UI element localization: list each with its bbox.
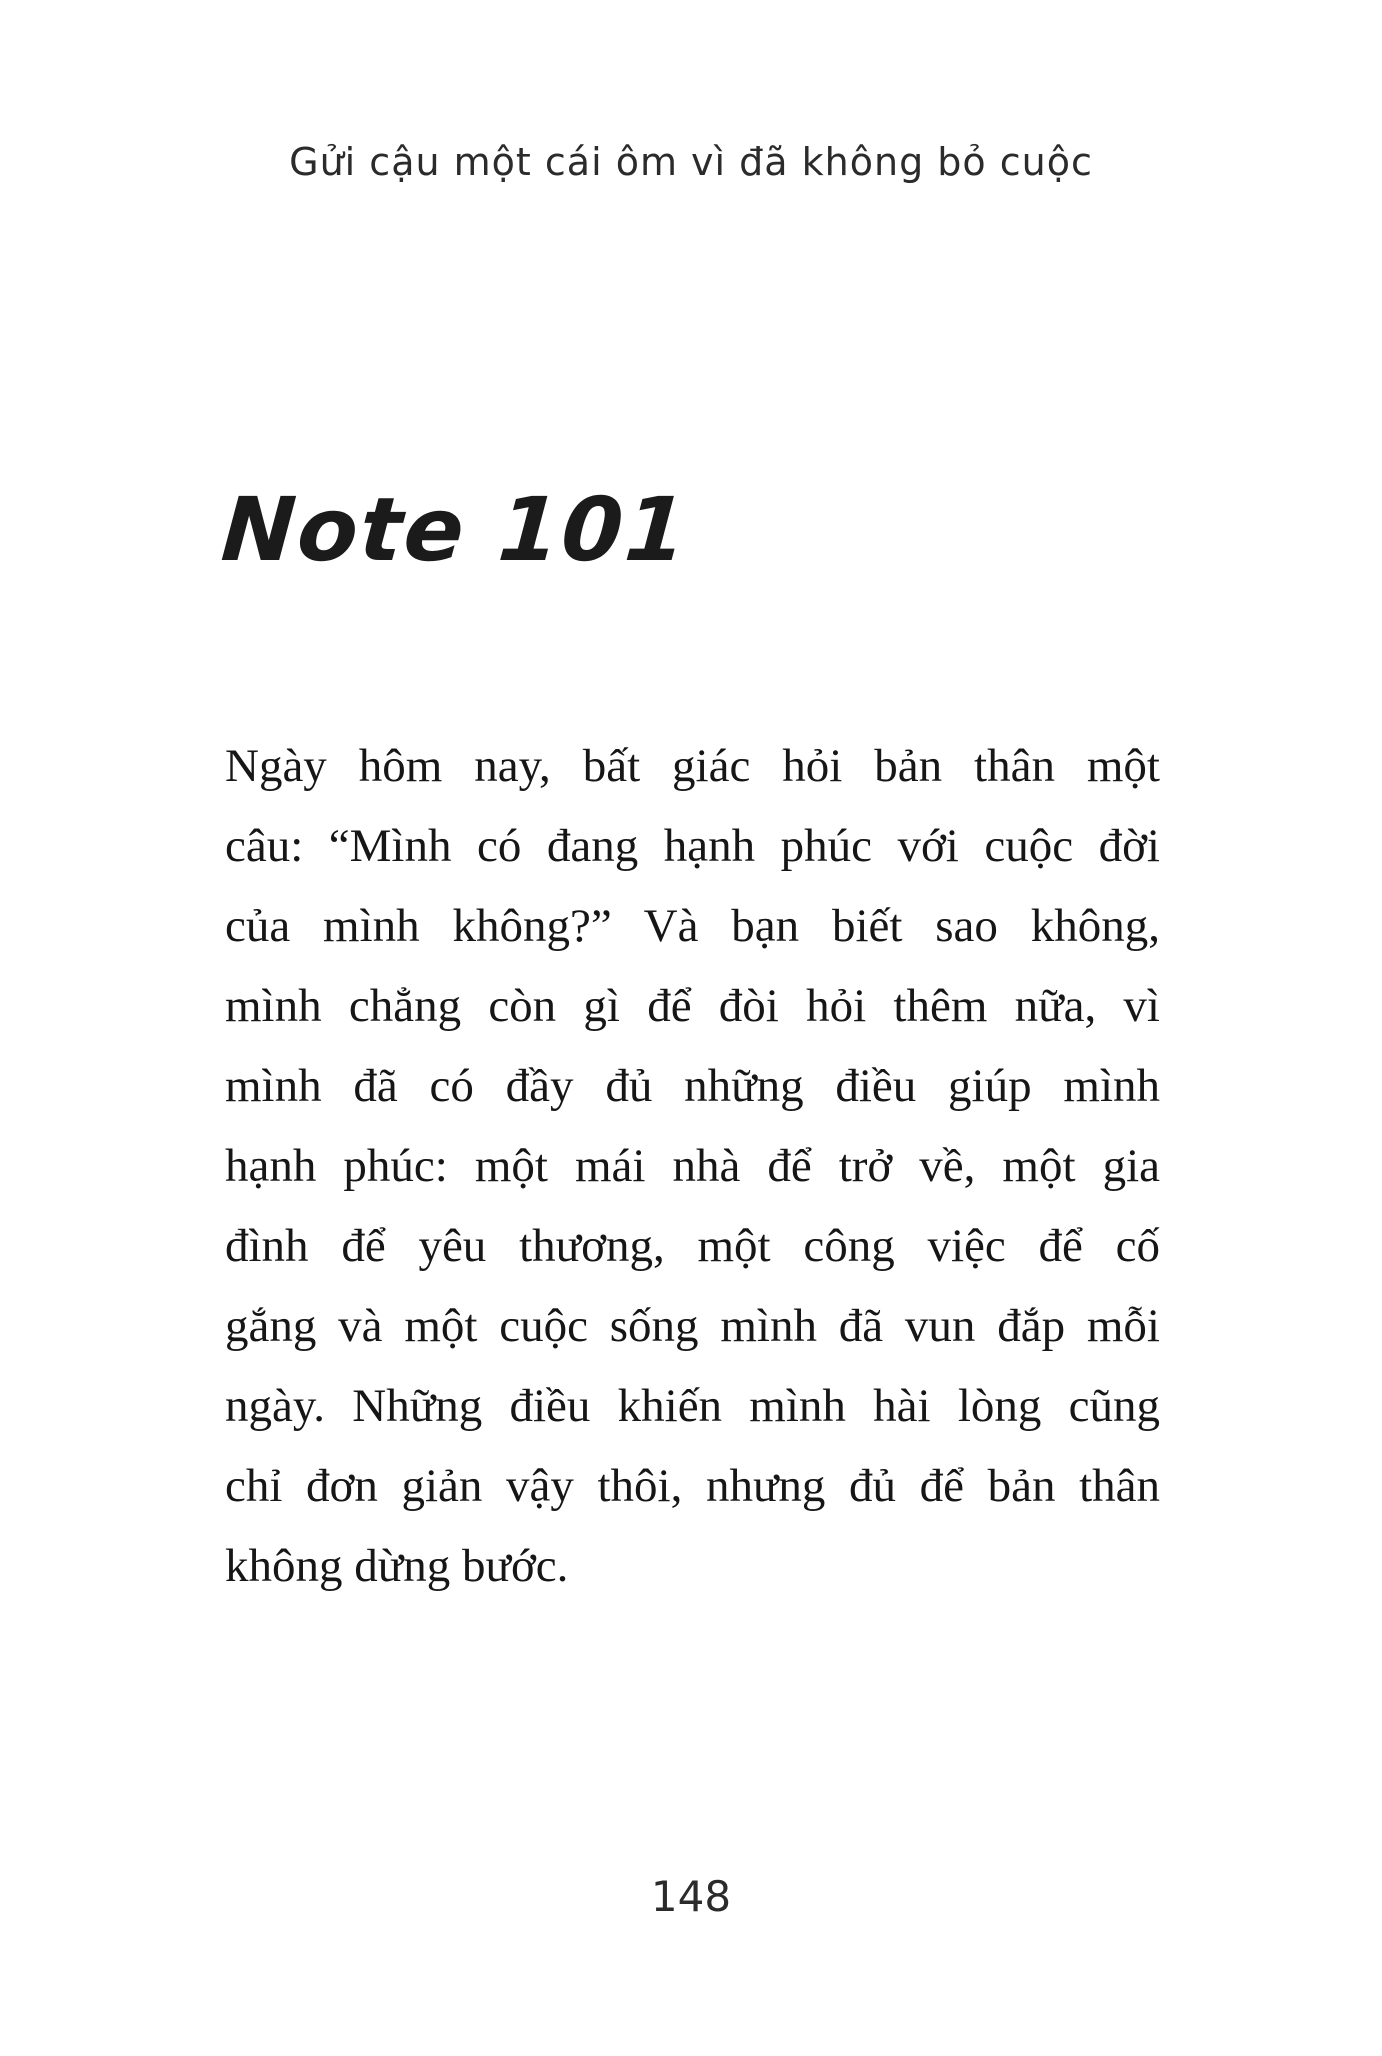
- body-line: hạnh phúc: một mái nhà để trở về, một gia: [225, 1140, 1160, 1192]
- body-paragraph: [225, 726, 1160, 1606]
- body-line: mình đã có đầy đủ những điều giúp mình: [225, 1060, 1160, 1112]
- body-line: Ngày hôm nay, bất giác hỏi bản thân một: [225, 740, 1160, 792]
- body-line: ngày. Những điều khiến mình hài lòng cũng: [225, 1380, 1160, 1432]
- body-line: mình chẳng còn gì để đòi hỏi thêm nữa, vì: [225, 980, 1160, 1032]
- running-header: Gửi cậu một cái ôm vì đã không bỏ cuộc: [289, 140, 1093, 184]
- note-title: Note 101: [218, 478, 692, 581]
- body-line: câu: “Mình có đang hạnh phúc với cuộc đời: [225, 820, 1160, 872]
- body-line: của mình không?” Và bạn biết sao không,: [225, 900, 1160, 952]
- body-line: chỉ đơn giản vậy thôi, nhưng đủ để bản thân: [225, 1460, 1160, 1512]
- body-line: gắng và một cuộc sống mình đã vun đắp mỗi: [225, 1300, 1160, 1352]
- page-number: 148: [650, 1872, 732, 1921]
- body-line: đình để yêu thương, một công việc để cố: [225, 1220, 1160, 1272]
- body-line: không dừng bước.: [225, 1540, 569, 1592]
